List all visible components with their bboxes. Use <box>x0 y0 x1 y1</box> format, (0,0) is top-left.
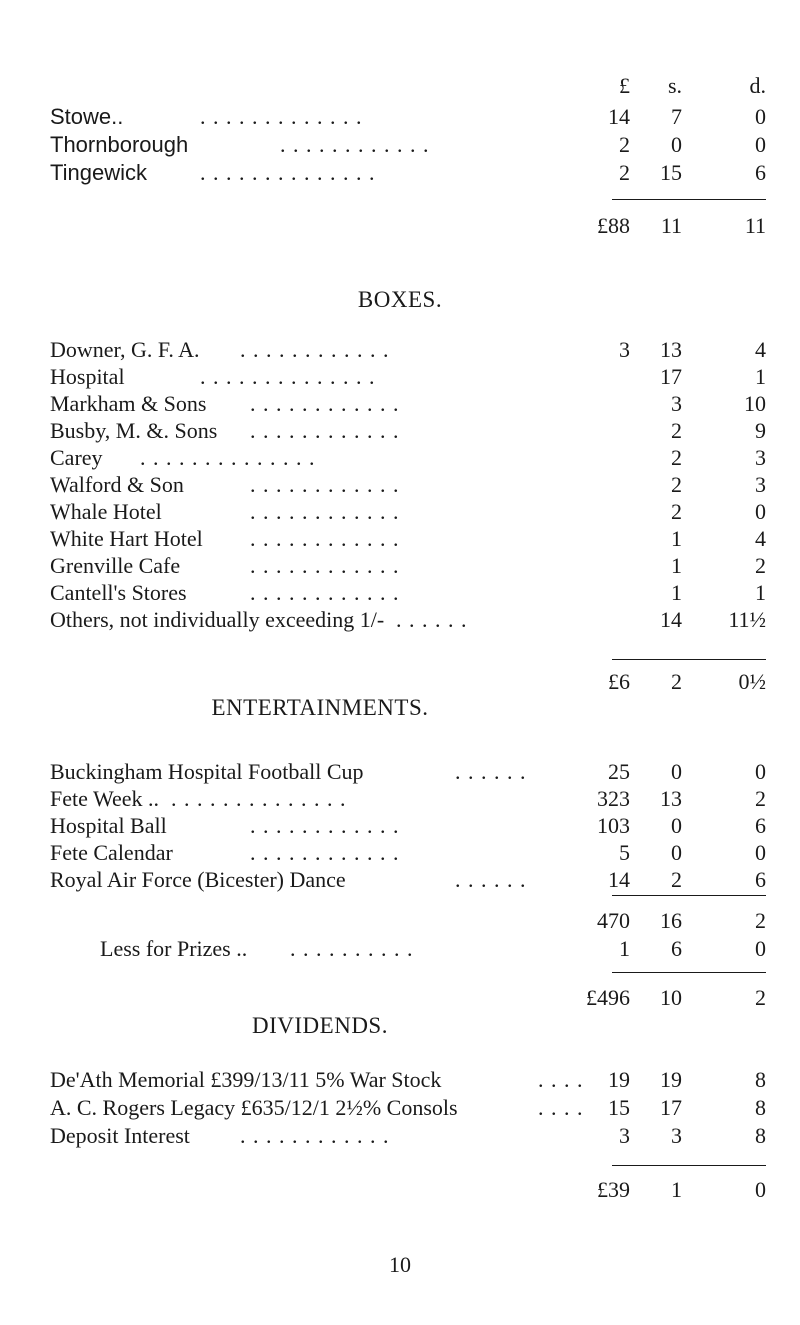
ledger-row <box>0 471 800 499</box>
ledger-row <box>0 336 800 364</box>
leader-dots: . . . . . . . . . . . . <box>250 499 400 524</box>
less-row <box>0 935 800 963</box>
row-label: Hospital <box>50 364 125 389</box>
row-label: Markham & Sons <box>50 391 207 416</box>
pence-value: 10 <box>744 391 766 416</box>
leader-dots: . . . . <box>538 1095 584 1120</box>
shillings-value: 19 <box>660 1067 682 1092</box>
shillings-header: s. <box>667 73 682 98</box>
ledger-row <box>0 159 800 187</box>
total-pounds: £496 <box>586 985 630 1010</box>
shillings-value: 17 <box>660 364 682 389</box>
pence-value: 2 <box>755 786 766 811</box>
row-label: White Hart Hotel <box>50 526 203 551</box>
pounds-value: 25 <box>608 759 630 784</box>
leader-dots: . . . . . . . . . . . . <box>240 1123 390 1148</box>
leader-dots: . . . . . . . . . . . . <box>240 337 390 362</box>
row-label: Walford & Son <box>50 472 184 497</box>
leader-dots: . . . . . . . . . . . . <box>250 840 400 865</box>
shillings-value: 2 <box>671 445 682 470</box>
row-label: Thornborough <box>50 132 189 157</box>
leader-dots: . . . . . . . . . . . . <box>280 132 430 157</box>
total-pence: 0½ <box>738 669 766 694</box>
pence-value: 0 <box>755 759 766 784</box>
leader-dots: . . . . . . . . . . . . <box>250 813 400 838</box>
ledger-row <box>0 525 800 553</box>
shillings-value: 2 <box>671 418 682 443</box>
leader-dots: . . . . . . . . . . . . . . <box>171 786 347 811</box>
row-label: Whale Hotel <box>50 499 162 524</box>
row-label: Grenville Cafe <box>50 553 181 578</box>
section-total <box>0 668 800 696</box>
section-total <box>0 1176 800 1204</box>
total-shillings: 2 <box>671 669 682 694</box>
row-label: Downer, G. F. A. <box>50 337 200 362</box>
pence-value: 1 <box>755 364 766 389</box>
pence-value: 9 <box>755 418 766 443</box>
ledger-row <box>0 1094 800 1122</box>
pence-value: 0 <box>755 499 766 524</box>
total-shillings: 1 <box>671 1177 682 1202</box>
ledger-row <box>0 363 800 391</box>
total-rule <box>612 895 766 896</box>
ledger-row <box>0 417 800 445</box>
total-pence: 0 <box>755 1177 766 1202</box>
less-label: Less for Prizes .. <box>100 936 248 961</box>
section-total <box>0 984 800 1012</box>
row-label: Tingewick <box>50 160 147 185</box>
shillings-value: 7 <box>671 104 682 129</box>
pence-value: 11½ <box>728 607 766 632</box>
leader-dots: . . . . . . <box>455 867 527 892</box>
row-label: De'Ath Memorial £399/13/11 5% War Stock <box>50 1067 442 1092</box>
pounds-value: 2 <box>619 160 630 185</box>
leader-dots: . . . . . . . . . . . . <box>250 526 400 551</box>
leader-dots: . . . . . . . . . . . . . . <box>200 364 376 389</box>
ledger-row <box>0 498 800 526</box>
subtotal-pounds: 470 <box>597 908 630 933</box>
ledger-row <box>0 552 800 580</box>
shillings-value: 0 <box>671 813 682 838</box>
pounds-value: 19 <box>608 1067 630 1092</box>
leader-dots: . . . . . . . . . . . . <box>250 472 400 497</box>
row-label: Stowe.. <box>50 104 124 129</box>
total-pence: 11 <box>744 213 766 238</box>
subtotal-shillings: 16 <box>660 908 682 933</box>
shillings-value: 0 <box>671 132 682 157</box>
row-label: Deposit Interest <box>50 1123 190 1148</box>
ledger-row <box>0 785 800 813</box>
pence-value: 0 <box>755 840 766 865</box>
total-pence: 2 <box>755 985 766 1010</box>
ledger-row <box>0 606 800 634</box>
shillings-value: 2 <box>671 867 682 892</box>
row-label: Carey <box>50 445 103 470</box>
row-label: Buckingham Hospital Football Cup <box>50 759 364 784</box>
pence-value: 8 <box>755 1095 766 1120</box>
leader-dots: . . . . . . . . . . . . <box>250 418 400 443</box>
shillings-value: 2 <box>671 472 682 497</box>
leader-dots: . . . . . . . . . . <box>290 936 414 961</box>
shillings-value: 13 <box>660 786 682 811</box>
currency-header <box>0 72 800 100</box>
pence-value: 3 <box>755 445 766 470</box>
section-total <box>0 212 800 240</box>
leader-dots: . . . . . . . . . . . . <box>250 580 400 605</box>
ledger-row <box>0 103 800 131</box>
leader-dots: . . . . . . . . . . . . . . <box>200 160 376 185</box>
pence-value: 8 <box>755 1123 766 1148</box>
shillings-value: 14 <box>660 607 682 632</box>
pounds-value: 2 <box>619 132 630 157</box>
shillings-value: 1 <box>671 526 682 551</box>
ledger-row <box>0 839 800 867</box>
pounds-value: 14 <box>608 104 630 129</box>
shillings-value: 15 <box>660 160 682 185</box>
ledger-row <box>0 866 800 894</box>
pence-value: 0 <box>755 104 766 129</box>
leader-dots: . . . . . . <box>455 759 527 784</box>
total-pounds: £39 <box>597 1177 630 1202</box>
subtotal-row <box>0 907 800 935</box>
shillings-value: 1 <box>671 580 682 605</box>
total-pounds: £88 <box>597 213 630 238</box>
ledger-row <box>0 758 800 786</box>
pence-value: 4 <box>755 526 766 551</box>
leader-dots: . . . . . . . . . . . . <box>250 553 400 578</box>
total-rule <box>612 659 766 660</box>
row-label: Royal Air Force (Bicester) Dance <box>50 867 346 892</box>
page-number: 10 <box>389 1252 411 1277</box>
pence-value: 3 <box>755 472 766 497</box>
ledger-row <box>0 579 800 607</box>
shillings-value: 3 <box>671 1123 682 1148</box>
pounds-value: 1 <box>619 936 630 961</box>
pence-value: 0 <box>755 936 766 961</box>
pounds-value: 3 <box>619 1123 630 1148</box>
entertainments-heading: ENTERTAINMENTS. <box>211 695 429 720</box>
pence-value: 0 <box>755 132 766 157</box>
boxes-heading: BOXES. <box>357 287 443 312</box>
pounds-value: 103 <box>597 813 630 838</box>
total-pounds: £6 <box>608 669 630 694</box>
leader-dots: . . . . <box>538 1067 584 1092</box>
total-rule <box>612 199 766 200</box>
pence-value: 1 <box>755 580 766 605</box>
total-shillings: 10 <box>660 985 682 1010</box>
subtotal-pence: 2 <box>755 908 766 933</box>
leader-dots: . . . . . . . . . . . . <box>250 391 400 416</box>
pence-header: d. <box>749 73 766 98</box>
pounds-value: 323 <box>597 786 630 811</box>
pence-value: 8 <box>755 1067 766 1092</box>
shillings-value: 1 <box>671 553 682 578</box>
row-label: Fete Calendar <box>50 840 173 865</box>
shillings-value: 0 <box>671 759 682 784</box>
row-label: A. C. Rogers Legacy £635/12/1 2½% Consols <box>50 1095 458 1120</box>
pence-value: 4 <box>755 337 766 362</box>
pence-value: 2 <box>755 553 766 578</box>
pounds-value: 14 <box>608 867 630 892</box>
ledger-row <box>0 131 800 159</box>
ledger-row <box>0 390 800 418</box>
row-label: Hospital Ball <box>50 813 167 838</box>
row-label: Busby, M. &. Sons <box>50 418 218 443</box>
shillings-value: 13 <box>660 337 682 362</box>
pounds-value: 3 <box>619 337 630 362</box>
total-shillings: 11 <box>660 213 682 238</box>
row-label: Others, not individually exceeding 1/- <box>50 607 385 632</box>
leader-dots: . . . . . . <box>396 607 468 632</box>
total-rule <box>612 972 766 973</box>
pounds-header: £ <box>619 73 630 98</box>
shillings-value: 6 <box>671 936 682 961</box>
leader-dots: . . . . . . . . . . . . . <box>200 104 363 129</box>
pounds-value: 5 <box>619 840 630 865</box>
row-label: Cantell's Stores <box>50 580 187 605</box>
shillings-value: 17 <box>660 1095 682 1120</box>
ledger-row <box>0 1066 800 1094</box>
ledger-row <box>0 1122 800 1150</box>
ledger-row <box>0 812 800 840</box>
total-rule <box>612 1165 766 1166</box>
pence-value: 6 <box>755 160 766 185</box>
shillings-value: 3 <box>671 391 682 416</box>
shillings-value: 2 <box>671 499 682 524</box>
pounds-value: 15 <box>608 1095 630 1120</box>
ledger-row <box>0 444 800 472</box>
dividends-heading: DIVIDENDS. <box>252 1013 388 1038</box>
pence-value: 6 <box>755 813 766 838</box>
row-label: Fete Week .. <box>50 786 160 811</box>
pence-value: 6 <box>755 867 766 892</box>
shillings-value: 0 <box>671 840 682 865</box>
leader-dots: . . . . . . . . . . . . . . <box>140 445 316 470</box>
